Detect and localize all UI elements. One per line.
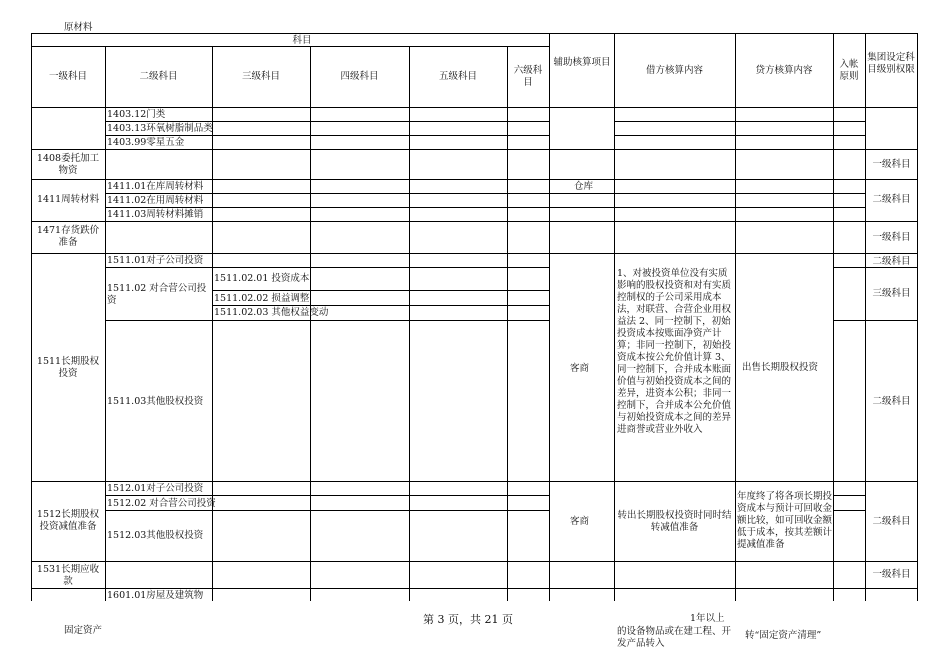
row-1408: 1408委托加工物资 <box>36 153 100 176</box>
header-aux: 辅助核算项目 <box>553 57 611 68</box>
row-1403-99: 1403.99零星五金 <box>107 137 185 148</box>
footer-equipment-text: 的设备物品或在建工程、开发产品转入 <box>617 626 732 649</box>
aux-1512: 客商 <box>570 516 590 527</box>
footer-fixed-assets: 固定资产 <box>64 625 103 636</box>
footer-over-1-year: 1年以上 <box>690 613 725 624</box>
row-1512-03: 1512.03其他股权投资 <box>107 530 204 541</box>
debit-1511: 1、对被投资单位没有实质影响的股权投资和对有实质控制权的子公司采用成本法，对联营、合营企业用权益法 2、同一控制下，初始投资成本按账面净资产计算；非同一控制下，初始投资成本按公允价值计算 3、同一控制下，合并成本账面价值与初始投资成本之间的差异，进资本公积；非同一控制下，合并成本公允价值与初始投资成本之间的差异进商誉或营业外收入 <box>617 268 732 435</box>
level-1411: 二级科目 <box>872 194 911 205</box>
credit-1512: 年度终了将各项长期投资成本与预计可回收金额比较，如可回收金额低于成本，按其差额计提减值准备 <box>737 491 833 550</box>
row-1511-02-02: 1511.02.02 损益调整 <box>214 293 310 304</box>
level-1531: 一级科目 <box>872 569 911 580</box>
level-1511-third: 三级科目 <box>872 288 911 299</box>
header-group: 集团设定科目级别权限 <box>867 52 915 75</box>
level-1511-second: 二级科目 <box>872 256 911 267</box>
header-entry: 入帐原则 <box>839 59 859 82</box>
row-1411-03: 1411.03周转材料摊销 <box>107 209 204 220</box>
row-1512: 1512长期股权投资减值准备 <box>36 509 100 532</box>
row-1411: 1411周转材料 <box>37 194 100 205</box>
row-1511-02-01: 1511.02.01 投资成本 <box>214 273 310 284</box>
row-1471: 1471存货跌价准备 <box>36 225 100 248</box>
header-debit: 借方核算内容 <box>645 65 703 76</box>
row-1512-01: 1512.01对子公司投资 <box>107 483 204 494</box>
row-1511-01: 1511.01对子公司投资 <box>107 255 204 266</box>
level-1471: 一级科目 <box>872 232 911 243</box>
row-1512-02: 1512.02 对合营公司投资 <box>107 498 216 509</box>
header-level4: 四级科目 <box>340 71 379 82</box>
level-1512: 二级科目 <box>872 516 911 527</box>
credit-1511: 出售长期股权投资 <box>742 362 819 373</box>
aux-1411: 仓库 <box>574 181 594 192</box>
header-subject: 科目 <box>292 35 312 46</box>
header-level3: 三级科目 <box>241 71 280 82</box>
row-1403-12: 1403.12门类 <box>107 109 166 120</box>
header-level2: 二级科目 <box>139 71 178 82</box>
row-1511-02: 1511.02 对合营公司投资 <box>107 283 207 306</box>
row-1403-13: 1403.13环氧树脂制品类 <box>107 123 213 134</box>
row-1511-03: 1511.03其他股权投资 <box>107 396 204 407</box>
header-credit: 贷方核算内容 <box>755 65 813 76</box>
sheet-section-label: 原材料 <box>64 22 93 33</box>
row-1531: 1531长期应收款 <box>36 564 100 587</box>
level-1511-second-b: 二级科目 <box>872 396 911 407</box>
page-footer: 第 3 页，共 21 页 <box>423 613 513 626</box>
row-1411-02: 1411.02在用周转材料 <box>107 195 204 206</box>
debit-1512: 转出长期股权投资时同时结转减值准备 <box>617 510 732 533</box>
footer-transfer-text: 转“固定资产清理” <box>745 630 822 641</box>
row-1511: 1511长期股权投资 <box>36 356 100 379</box>
header-level5: 五级科目 <box>438 71 477 82</box>
row-1411-01: 1411.01在库周转材料 <box>107 181 204 192</box>
aux-1511: 客商 <box>570 363 590 374</box>
level-1408: 一级科目 <box>872 159 911 170</box>
row-1601-01: 1601.01房屋及建筑物 <box>107 590 204 601</box>
header-level1: 一级科目 <box>48 71 87 82</box>
header-level6: 六级科目 <box>513 65 543 88</box>
row-1511-02-03: 1511.02.03 其他权益变动 <box>214 307 329 318</box>
